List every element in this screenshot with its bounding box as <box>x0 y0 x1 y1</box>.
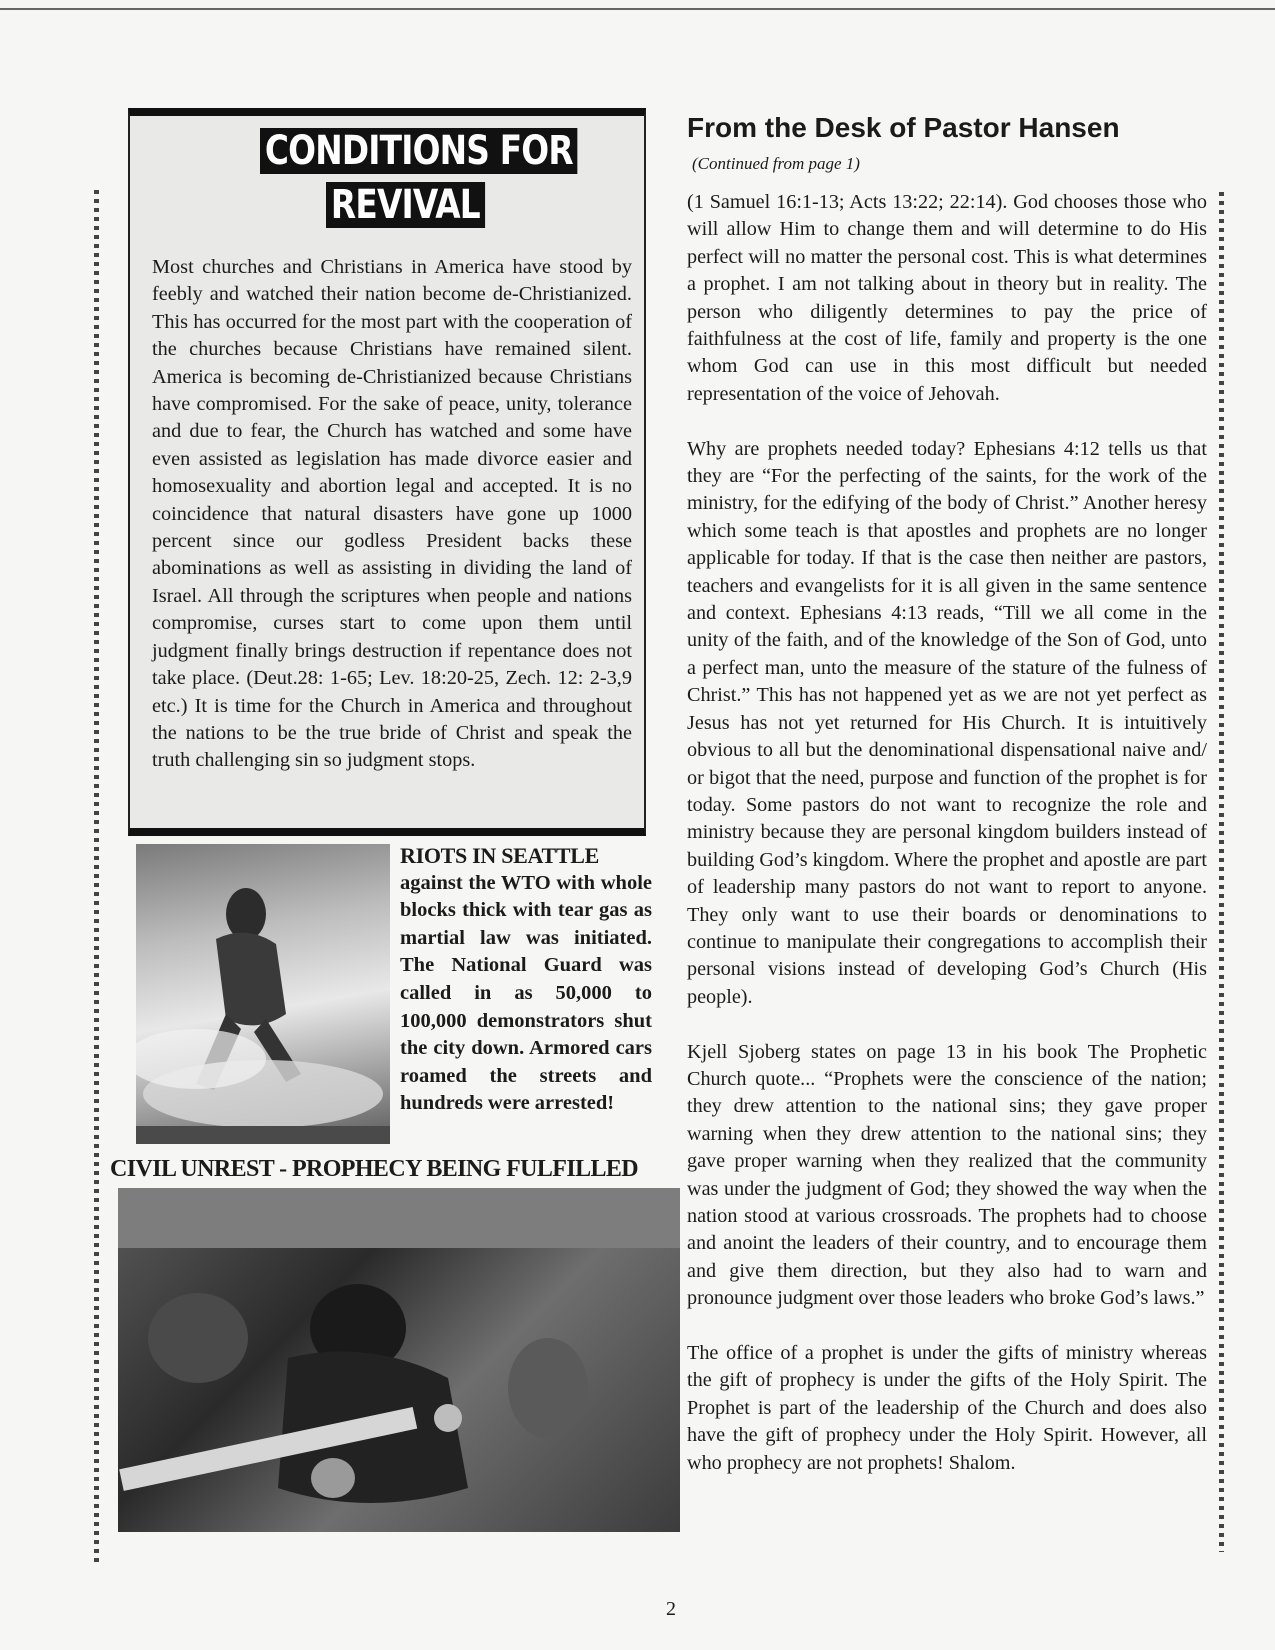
desk-paragraph: The office of a prophet is under the gifts of ministry whereas the gift of prophecy is under the gifts of the Holy Spirit. The Prophet is part of the leadership of the Church and does also have the gift of prophecy under the Holy Spirit. However, all who prophecy are not prophets! Shalom. <box>687 1342 1207 1474</box>
civil-unrest-photo <box>118 1188 680 1532</box>
conditions-title-line1: CONDITIONS FOR <box>260 128 578 174</box>
desk-paragraph: Why are prophets needed today? Ephesians 4:12 tells us that they are “For the perfecting of the saints, for the work of the ministry, for the edifying of the body of Christ.” Another heresy which some teach is that apostles and prophets are no longer applicable for today. If that is the case then neither are pastors, teachers and evangelists for it is all given in the same sentence and context. Ephesians 4:13 reads, “Till we all come in the unity of the faith, and of the knowledge of the Son of God, unto a perfect man, unto the measure of the stature of the fulness of Christ.” This has not happened yet as we are not yet perfect as Jesus has not yet returned for His Church. It is intuitively obvious to all but the denominational dispensational naive and/ or bigot that the need, purpose and function of the prophet is for today. Some pastors do not want to recognize the role and ministry because they are personal kingdom builders instead of building God’s kingdom. Where the prophet and apostle are part of leadership many pastors do not want to report to anyone. They only want to use their boards or denominations to continue to manipulate their congregations to accomplish their personal visions instead of developing God’s Church (His people). <box>687 437 1207 1008</box>
desk-paragraph: Kjell Sjoberg states on page 13 in his book The Prophetic Church quote... “Prophets were the conscience of the nation; they drew attention to the national sins; they gave proper warning when they drew attention to the national sins; they gave proper warning when they realized that the community was under the judgment of God; they showed the way when the nation stood at various crossroads. The prophets had to choose and anoint the leaders of their country, and to encourage them and give them direction, but they also had to warn and pronounce judgment over those leaders who broke God’s laws.” <box>687 1040 1207 1310</box>
right-dotted-border <box>1219 192 1224 1552</box>
conditions-body: Most churches and Christians in America have stood by feebly and watched their nation become de-Christianized. This has occurred for the most part with the cooperation of the churches because Christians have remained silent. America is becoming de-Christianized because Christians have compromised. For the sake of peace, unity, tolerance and due to fear, the Church has watched and some have even assisted as legislation has made divorce easier and homosexuality and abortion legal and accepted. It is no coincidence that natural disasters have gone up 1000 percent since our godless President backs these abominations as well as assisting in dividing the land of Israel. All through the scriptures when people and nations compromise, curses start to come upon them until judgment finally brings destruction if repentance does not take place. (Deut.28: 1-65; Lev. 18:20-25, Zech. 12: 2-3,9 etc.) It is time for the Church in America and throughout the nations to be the true bride of Christ and speak the truth challenging sin so judgment stops. <box>152 256 632 772</box>
desk-article <box>687 189 1207 1504</box>
top-rule <box>0 8 1275 10</box>
page-number: 2 <box>666 1598 676 1620</box>
riots-heading: RIOTS IN SEATTLE <box>400 843 599 868</box>
conditions-for-revival-box <box>128 108 646 836</box>
riots-body: against the WTO with whole blocks thick with tear gas as martial law was initiated. The National Guard was called in as 50,000 to 100,000 demonstrators shut the city down. Armored cars roamed the streets and hundreds were arrested! <box>400 871 652 1115</box>
civil-unrest-heading: CIVIL UNREST - PROPHECY BEING FULFILLED <box>110 1156 639 1182</box>
riots-caption <box>400 842 652 1118</box>
continued-note: (Continued from page 1) <box>692 154 860 173</box>
conditions-title-line2: REVIVAL <box>326 182 485 228</box>
desk-title: From the Desk of Pastor Hansen <box>687 112 1120 143</box>
left-dotted-border <box>94 190 99 1562</box>
riot-photo-tear-gas <box>136 844 390 1144</box>
desk-paragraph: (1 Samuel 16:1-13; Acts 13:22; 22:14). God chooses those who will allow Him to change them and will determine to do His perfect will no matter the personal cost. This is what determines a prophet. I am not talking about in theory but in reality. The person who diligently determines to pay the price of faithfulness at the cost of life, family and property is the one whom God can use in this most difficult but needed representation of the voice of Jehovah. <box>687 191 1207 405</box>
